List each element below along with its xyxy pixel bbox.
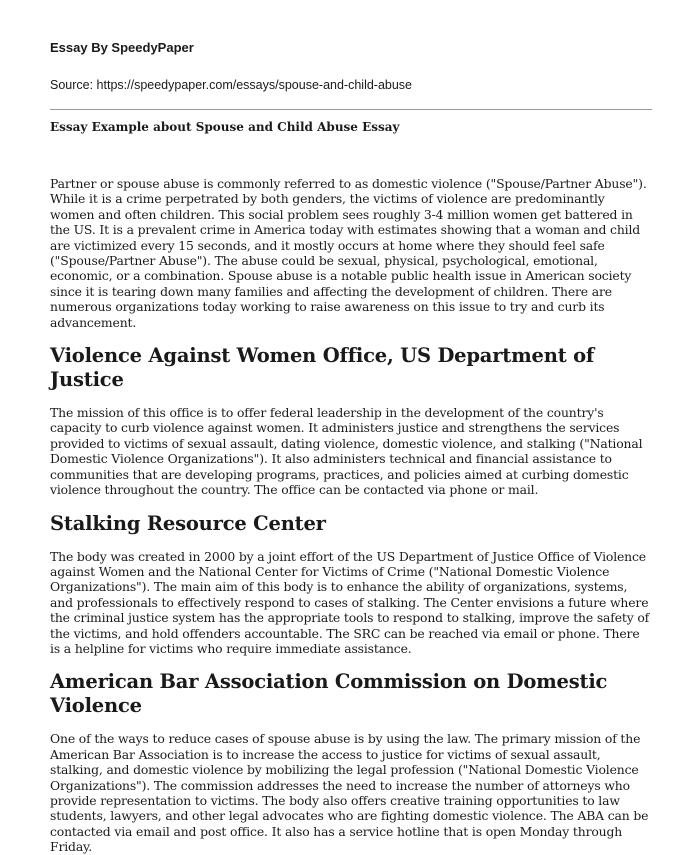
intro-paragraph: Partner or spouse abuse is commonly referred to as domestic violence ("Spouse/Partner Abuse"). While it is a crime perpetrated by both genders, the victims of violence are predominantly women and often children. This social problem sees roughly 3-4 million women get battered in the US. It is a prevalent crime in America today with estimates showing that a woman and child are victimized every 15 seconds, and it mostly occurs at home where they should feel safe ("Spouse/Partner Abuse"). The abuse could be sexual, physical, psychological, emotional, economic, or a combination. Spouse abuse is a notable public health issue in American society since it is tearing down many families and affecting the development of children. There are numerous organizations today working to raise awareness on this issue to try and curb its advancement. xyxy=(50,176,647,330)
brand-label: Essay By SpeedyPaper xyxy=(50,40,194,55)
section-heading-aba-commission: American Bar Association Commission on Domestic Violence xyxy=(50,670,608,718)
section-body-stalking-resource-center: The body was created in 2000 by a joint effort of the US Department of Justice Office of Violence against Women and the National Center for Victims of Crime ("National Domestic Violence Organizations"). The main aim of this body is to enhance the ability of organizations, systems, and professionals to effectively respond to cases of stalking. The Center envisions a future where the criminal justice system has the appropriate tools to respond to stalking, improve the safety of the victims, and hold offenders accountable. The SRC can be reached via email or phone. There is a helpline for victims who require immediate assistance. xyxy=(50,548,650,656)
section-heading-stalking-resource-center: Stalking Resource Center xyxy=(50,511,326,535)
source-url: Source: https://speedypaper.com/essays/spouse-and-child-abuse xyxy=(50,78,413,92)
essay-title: Essay Example about Spouse and Child Abuse Essay xyxy=(50,120,400,134)
header-divider xyxy=(50,109,652,110)
section-body-vawo: The mission of this office is to offer federal leadership in the development of the country's capacity to curb violence against women. It administers justice and strengthens the services provided to victims of sexual assault, dating violence, domestic violence, and stalking ("National Domestic Violence Organizations"). It also administers technical and financial assistance to communities that are developing programs, practices, and policies aimed at curbing domestic violence throughout the country. The office can be contacted via phone or mail. xyxy=(50,405,643,498)
section-heading-vawo: Violence Against Women Office, US Department of Justice xyxy=(50,344,595,392)
document-page xyxy=(50,40,652,855)
section-body-aba-commission: One of the ways to reduce cases of spouse abuse is by using the law. The primary mission of the American Bar Association is to increase the access to justice for victims of sexual assault, stalking, and domestic violence by mobilizing the legal profession ("National Domestic Violence Organizations"). The commission addresses the need to increase the number of attorneys who provide representation to victims. The body also offers creative training opportunities to law students, lawyers, and other legal advocates who are fighting domestic violence. The ABA can be contacted via email and post office. It also has a service hotline that is open Monday through Friday. xyxy=(50,731,649,855)
